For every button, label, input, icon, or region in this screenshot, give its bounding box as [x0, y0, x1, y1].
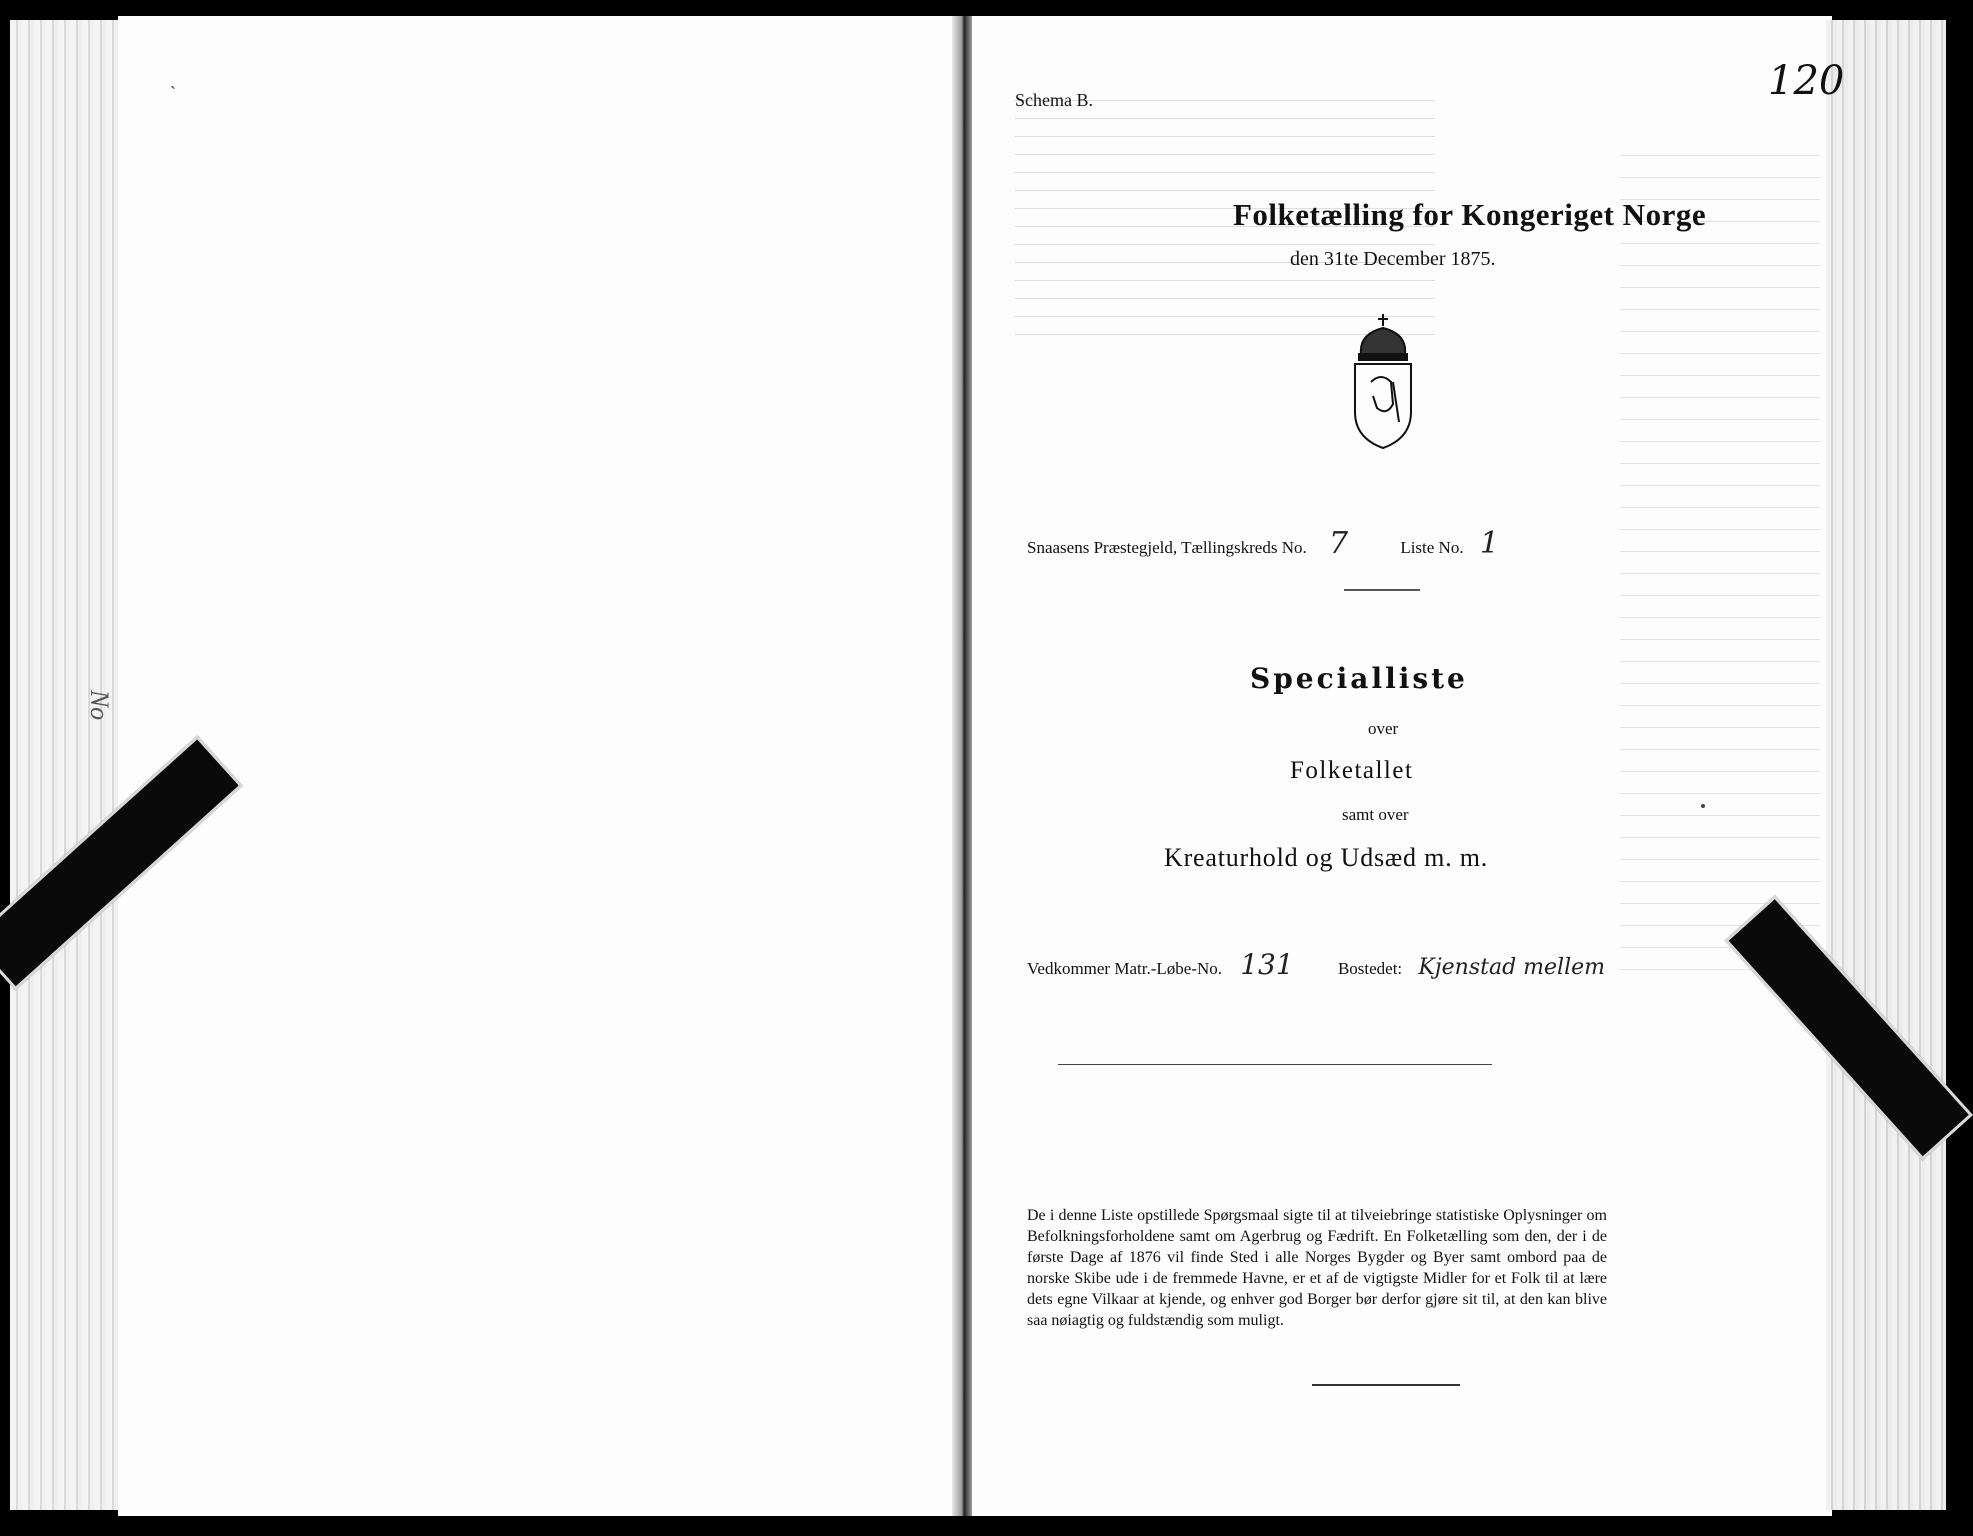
book-gutter: [952, 16, 974, 1516]
explanatory-paragraph: De i denne Liste opstillede Spørgsmaal sigte til at tilveiebringe statistiske Oplysninger om Befolkningsforholdene samt om Agerbrug og Fædrift. En Folketælling som den, der i de første Dage af 1876 vil finde Sted i alle Norges Bygder og Byer samt ombord paa de norske Skibe ude i de fremmede Havne, er et af de vigtigste Midler for et Folk til at lære dets egne Vilkaar at kjende, og enhver god Borger bør derfor gjøre sit til, at den kan blive saa nøiagtig og fuldstændig som muligt.: [1027, 1207, 1607, 1329]
over-text: over: [1368, 719, 1399, 738]
page-number: 120: [1768, 58, 1845, 104]
bosted-label: Bostedet:: [1337, 959, 1403, 978]
samt-over-text: samt over: [1342, 805, 1409, 824]
kreaturhold-text: Kreaturhold og Udsæd m. m.: [1164, 843, 1489, 872]
kreds-value: 7: [1328, 526, 1349, 561]
folketallet-text: Folketallet: [1290, 757, 1414, 784]
left-page-stack: [10, 20, 120, 1510]
kreds-label: Tællingskreds No.: [1181, 538, 1307, 557]
liste-value: 1: [1479, 526, 1499, 561]
right-page-stack: [1826, 20, 1946, 1510]
district-line: [1027, 526, 1499, 561]
matr-label: Vedkommer Matr.-Løbe-No.: [1027, 959, 1222, 978]
parish-name: Snaasens Præstegjeld,: [1027, 538, 1178, 557]
pencil-mark: `: [170, 83, 176, 103]
coat-of-arms-icon: [1347, 312, 1419, 452]
divider-bottom: [1312, 1384, 1460, 1386]
left-margin-text: No: [85, 689, 115, 721]
ink-dot: [1701, 804, 1705, 808]
left-page-blank: [118, 16, 960, 1516]
document-title: Folketælling for Kongeriget Norge: [1233, 197, 1707, 232]
matr-value: 131: [1240, 948, 1294, 981]
schema-label: Schema B.: [1015, 90, 1093, 110]
specialliste-heading: Specialliste: [1250, 662, 1468, 695]
bosted-value: Kjenstad mellem: [1418, 955, 1606, 980]
divider-short: [1344, 589, 1420, 591]
document-subtitle: den 31te December 1875.: [1290, 248, 1496, 270]
bleed-through-right: [1620, 150, 1820, 970]
divider-long: [1058, 1064, 1492, 1065]
liste-label: Liste No.: [1400, 538, 1464, 557]
matr-line: [1027, 948, 1605, 981]
